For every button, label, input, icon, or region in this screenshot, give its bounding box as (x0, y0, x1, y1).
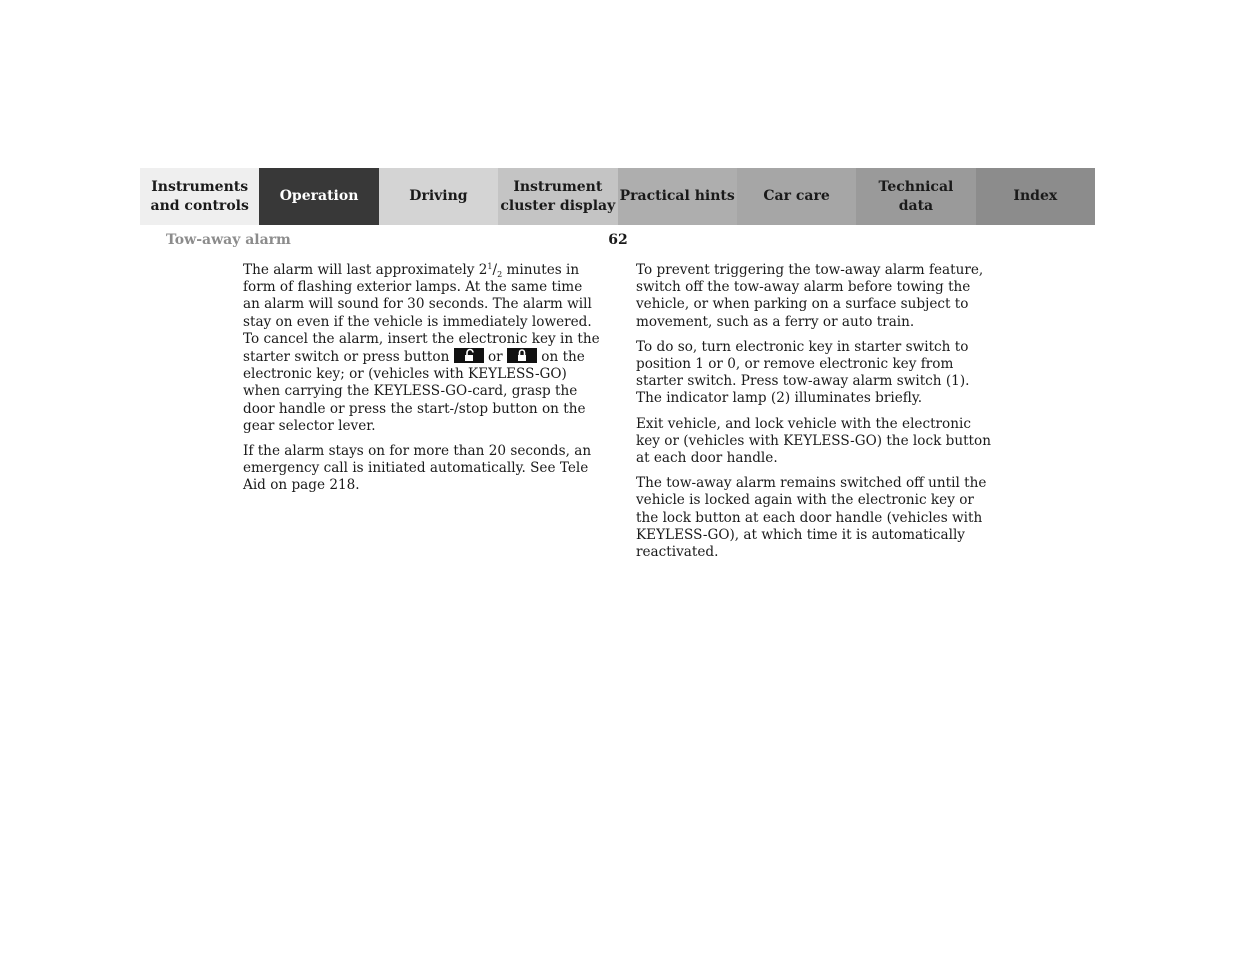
fraction-separator: / (492, 262, 498, 278)
tab-operation[interactable]: Operation (259, 168, 378, 225)
lock-button-icon (507, 348, 537, 363)
chapter-nav (140, 168, 1095, 225)
fraction-denominator: 2 (497, 270, 503, 279)
paragraph-text: on the electronic key; or (vehicles with KEYLESS-GO) when carrying the KEYLESS-GO-card, grasp the door handle or press the start-/stop button on the gear selector lever. (243, 349, 586, 434)
left-column (243, 262, 603, 503)
tab-technical-data[interactable]: Technical data (856, 168, 975, 225)
fraction-numerator: 1 (487, 262, 493, 271)
tab-instrument-cluster-display[interactable]: Instrument cluster display (498, 168, 617, 225)
paragraph-text: or (483, 349, 507, 366)
paragraph-text: The alarm will last approximately 2 (243, 262, 488, 278)
tab-instruments-and-controls[interactable]: Instruments and controls (140, 168, 259, 225)
paragraph: Exit vehicle, and lock vehicle with the electronic key or (vehicles with KEYLESS-GO) the lock button at each door handle. (636, 415, 991, 467)
paragraph: To prevent triggering the tow-away alarm feature, switch off the tow-away alarm before towing the vehicle, or when parking on a surface subject to movement, such as a ferry or auto train. (636, 262, 984, 330)
right-column (636, 262, 996, 569)
tab-car-care[interactable]: Car care (737, 168, 856, 225)
paragraph (243, 262, 603, 435)
page-number: 62 (608, 232, 628, 248)
tab-practical-hints[interactable]: Practical hints (618, 168, 737, 225)
fraction (487, 262, 502, 278)
section-title: Tow-away alarm (166, 232, 291, 248)
unlock-button-icon (454, 348, 484, 363)
paragraph-text: minutes in form of flashing exterior lamps. At the same time an alarm will sound for 30 seconds. The alarm will stay on even if the vehicle is immediately lowered. To cancel the alarm, insert the electronic key in the starter switch or press button (243, 262, 600, 366)
paragraph: The tow-away alarm remains switched off until the vehicle is locked again with the electronic key or the lock button at each door handle (vehicles with KEYLESS-GO), at which time it is automatically reactivated. (636, 475, 987, 561)
tab-driving[interactable]: Driving (379, 168, 498, 225)
paragraph: If the alarm stays on for more than 20 seconds, an emergency call is initiated automatically. See Tele Aid on page 218. (243, 443, 592, 494)
tab-index[interactable]: Index (976, 168, 1095, 225)
paragraph: To do so, turn electronic key in starter switch to position 1 or 0, or remove electronic key from starter switch. Press tow-away alarm switch (1). The indicator lamp (2) illuminates briefly. (636, 338, 970, 407)
